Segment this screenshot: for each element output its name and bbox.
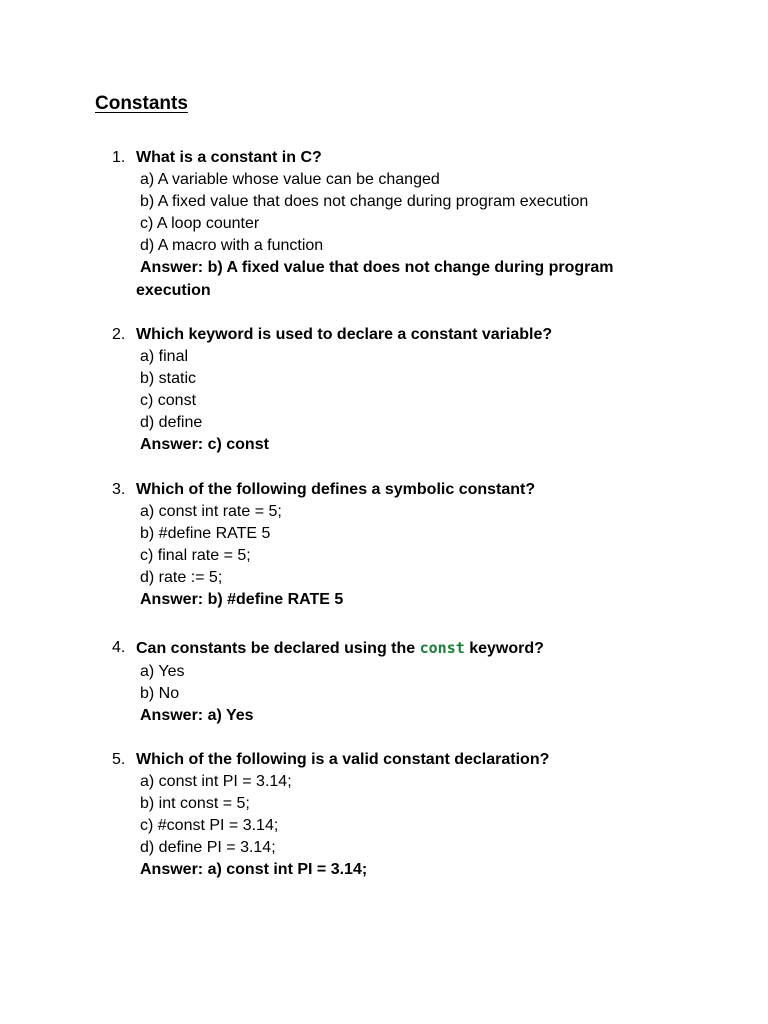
option-d: d) define (140, 414, 203, 431)
option-b: b) A fixed value that does not change during program execution (140, 193, 589, 210)
option-c: c) final rate = 5; (140, 547, 251, 564)
option-d: d) A macro with a function (140, 237, 324, 254)
question-text-before: Can constants be declared using the (136, 640, 420, 657)
answer: Answer: b) A fixed value that does not change during program (140, 259, 614, 276)
question-text: Which of the following is a valid constant declaration? (136, 751, 550, 768)
question-number: 1. (112, 149, 126, 166)
page-title: Constants (95, 93, 188, 114)
option-c: c) A loop counter (140, 215, 260, 232)
option-a: a) final (140, 348, 189, 365)
question-text: What is a constant in C? (136, 149, 322, 166)
answer-continuation: execution (136, 282, 211, 299)
option-a: a) const int PI = 3.14; (140, 773, 292, 790)
answer: Answer: b) #define RATE 5 (140, 591, 344, 608)
question-number: 5. (112, 751, 126, 768)
answer: Answer: c) const (140, 436, 269, 453)
answer: Answer: a) const int PI = 3.14; (140, 861, 368, 878)
question-number: 3. (112, 481, 126, 498)
option-b: b) #define RATE 5 (140, 525, 271, 542)
option-c: c) #const PI = 3.14; (140, 817, 279, 834)
option-c: c) const (140, 392, 197, 409)
option-b: b) static (140, 370, 197, 387)
question-text: Which of the following defines a symbolic constant? (136, 481, 536, 498)
option-a: a) Yes (140, 663, 185, 680)
inline-code-keyword: const (419, 639, 465, 657)
option-b: b) int const = 5; (140, 795, 250, 812)
question-text (136, 637, 636, 660)
option-a: a) const int rate = 5; (140, 503, 282, 520)
option-b: b) No (140, 685, 180, 702)
answer: Answer: a) Yes (140, 707, 254, 724)
option-a: a) A variable whose value can be changed (140, 171, 440, 188)
question-text-after: keyword? (464, 640, 544, 657)
question-number: 2. (112, 326, 126, 343)
option-d: d) define PI = 3.14; (140, 839, 276, 856)
question-text: Which keyword is used to declare a constant variable? (136, 326, 553, 343)
question-number: 4. (112, 639, 126, 656)
option-d: d) rate := 5; (140, 569, 223, 586)
